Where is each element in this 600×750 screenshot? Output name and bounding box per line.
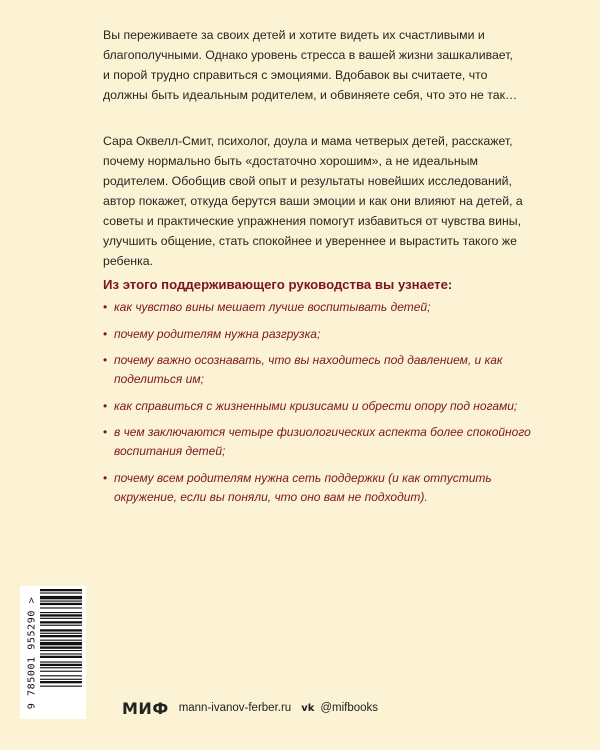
list-item (103, 298, 533, 317)
list-item-text: почему важно осознавать, что вы находитесь под давлением, и как поделиться им; (114, 353, 503, 386)
list-item (103, 351, 533, 389)
list-item-text: почему родителям нужна разгрузка; (114, 326, 321, 341)
bullet-icon: • (103, 425, 108, 439)
barcode-digits-text: 9 785001 955290 > (26, 596, 38, 709)
intro-paragraph (103, 25, 523, 105)
bullet-icon: • (103, 300, 108, 314)
list-item (103, 469, 533, 507)
author-paragraph (103, 131, 523, 271)
author-paragraph-text: Сара Оквелл-Смит, психолог, доула и мама четверых детей, расскажет, почему нормально быть «достаточно хорошим», а не идеальным родителем. Обобщив свой опыт и результаты новейших исследований, автор покажет, откуда берутся ваши эмоции и как они влияют на детей, а советы и практические упражнения помогут избавиться от чувства вины, улучшить общение, стать спокойнее и увереннее и вырастить такого же ребенка. (103, 134, 523, 268)
bullet-icon: • (103, 470, 108, 485)
intro-paragraph-text: Вы переживаете за своих детей и хотите видеть их счастливыми и благополучными. Однако уровень стресса в вашей жизни зашкаливает, и порой трудно справиться с эмоциями. Вдобавок вы считаете, что должны быть идеальным родителем, и обвиняете себя, что это не так… (103, 28, 518, 102)
publisher-logo: МИФ (122, 698, 169, 718)
barcode-digits (26, 586, 38, 719)
vk-icon[interactable]: vk (301, 702, 315, 714)
list-item (103, 423, 533, 461)
publisher-website[interactable]: mann-ivanov-ferber.ru (178, 702, 292, 714)
list-item-text: почему всем родителям нужна сеть поддержки (и как отпустить окружение, если вы поняли, что оно вам не подходит). (114, 470, 492, 504)
list-item-text: как чувство вины мешает лучше воспитывать детей; (114, 300, 431, 314)
learn-list (103, 298, 533, 514)
isbn-barcode (20, 586, 86, 719)
list-item-text: в чем заключаются четыре физиологических аспекта более спокойного воспитания детей; (114, 425, 531, 458)
learn-heading: Из этого поддерживающего руководства вы узнаете: (103, 277, 453, 292)
bullet-icon: • (103, 398, 108, 413)
list-item (103, 397, 533, 416)
barcode-bars (40, 589, 82, 716)
list-item-text: как справиться с жизненными кризисами и обрести опору под ногами; (114, 398, 518, 413)
publisher-footer (122, 697, 378, 719)
list-item (103, 325, 533, 344)
social-handle[interactable]: @mifbooks (320, 702, 379, 714)
bullet-icon: • (103, 353, 108, 367)
bullet-icon: • (103, 326, 108, 341)
